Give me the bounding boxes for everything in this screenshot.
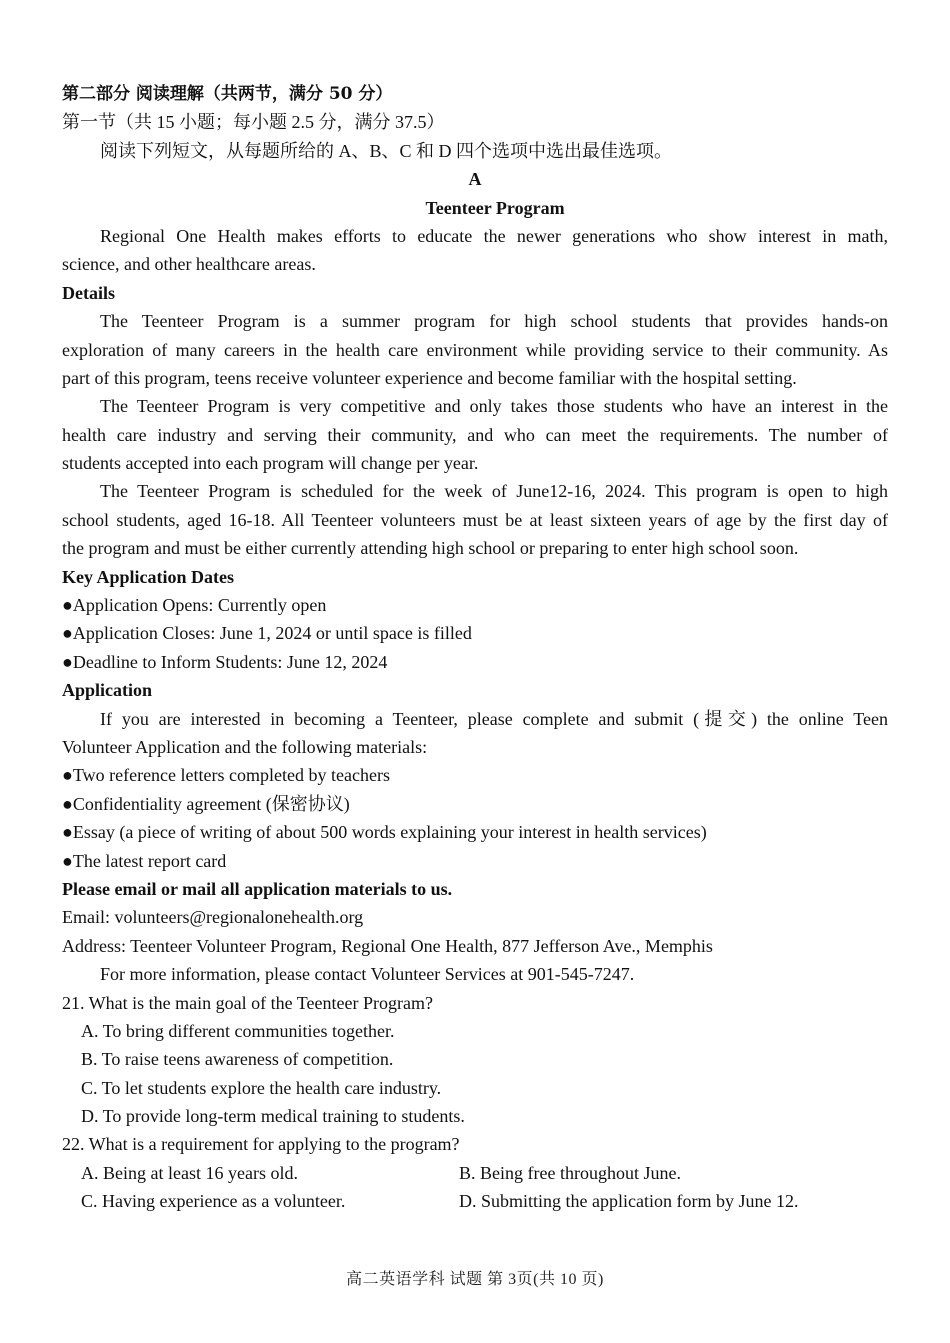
intro-line-1: Regional One Health makes efforts to educate the newer generations who show interest in math, — [100, 225, 888, 246]
part-heading: 第二部分 阅读理解（共两节，满分 50 分） — [62, 84, 393, 104]
text-line: health care industry and serving their community, and who can meet the requirements. The number of — [62, 424, 888, 445]
option-a: A. Being at least 16 years old. — [81, 1162, 298, 1183]
option-c: C. Having experience as a volunteer. — [81, 1191, 346, 1212]
mail-notice: Please email or mail all application materials to us. — [62, 878, 453, 899]
key-date-item: ●Deadline to Inform Students: June 12, 2024 — [62, 651, 388, 672]
details-heading: Details — [62, 282, 115, 303]
material-item: ●The latest report card — [62, 850, 227, 871]
text-line: students accepted into each program will change per year. — [62, 453, 479, 474]
option-a: A. To bring different communities together. — [81, 1020, 395, 1041]
instruction: 阅读下列短文，从每题所给的 A、B、C 和 D 四个选项中选出最佳选项。 — [100, 140, 673, 161]
question-stem: 22. What is a requirement for applying to the program? — [62, 1134, 460, 1155]
exam-page — [62, 80, 888, 1216]
text-line: exploration of many careers in the health care environment while providing service to their community. As — [62, 339, 888, 360]
option-d: D. Submitting the application form by June 12. — [459, 1191, 799, 1212]
passage-label: A — [468, 169, 482, 190]
text-line: The Teenteer Program is very competitive and only takes those students who have an interest in the — [100, 396, 888, 417]
option-b: B. To raise teens awareness of competition. — [81, 1049, 394, 1070]
option-row — [62, 1187, 888, 1215]
option-c: C. To let students explore the health care industry. — [81, 1077, 442, 1098]
text-line: the program and must be either currently attending high school or preparing to enter high school soon. — [62, 538, 799, 559]
option-b: B. Being free throughout June. — [459, 1162, 681, 1183]
text-line: school students, aged 16-18. All Teenteer volunteers must be at least sixteen years of age by the first day of — [62, 509, 888, 530]
text-line: part of this program, teens receive volunteer experience and become familiar with the hospital setting. — [62, 367, 797, 388]
material-item: ●Essay (a piece of writing of about 500 words explaining your interest in health services) — [62, 822, 707, 843]
application-text-line: Volunteer Application and the following materials: — [62, 736, 428, 757]
application-heading: Application — [62, 680, 153, 701]
intro-line-2: science, and other healthcare areas. — [62, 254, 316, 275]
key-date-item: ●Application Closes: June 1, 2024 or until space is filled — [62, 623, 472, 644]
passage-title: Teenteer Program — [425, 197, 565, 218]
text-line: The Teenteer Program is scheduled for the week of June12-16, 2024. This program is open to high — [100, 481, 888, 502]
question-stem: 21. What is the main goal of the Teenteer Program? — [62, 992, 433, 1013]
key-dates-heading: Key Application Dates — [62, 566, 235, 587]
material-item: ●Confidentiality agreement (保密协议) — [62, 793, 350, 814]
address-line: Address: Teenteer Volunteer Program, Regional One Health, 877 Jefferson Ave., Memphis — [62, 935, 713, 956]
question-21 — [62, 989, 888, 1131]
option-d: D. To provide long-term medical training to students. — [81, 1106, 465, 1127]
section-heading: 第一节（共 15 小题；每小题 2.5 分，满分 37.5） — [62, 112, 445, 133]
text-line: The Teenteer Program is a summer program for high school students that provides hands-on — [100, 311, 888, 332]
details-paragraph-2 — [62, 392, 888, 477]
question-22 — [62, 1130, 888, 1215]
details-paragraph-3 — [62, 477, 888, 562]
page-footer: 高二英语学科 试题 第 3页(共 10 页) — [346, 1271, 604, 1288]
application-text-line: If you are interested in becoming a Teenteer, please complete and submit (提交) the online Teen — [100, 708, 888, 729]
material-item: ●Two reference letters completed by teachers — [62, 765, 390, 786]
option-row — [62, 1159, 888, 1187]
details-paragraph-1 — [62, 307, 888, 392]
contact-line: For more information, please contact Volunteer Services at 901-545-7247. — [100, 964, 635, 985]
key-date-item: ●Application Opens: Currently open — [62, 595, 327, 616]
email-line: Email: volunteers@regionalonehealth.org — [62, 907, 364, 928]
